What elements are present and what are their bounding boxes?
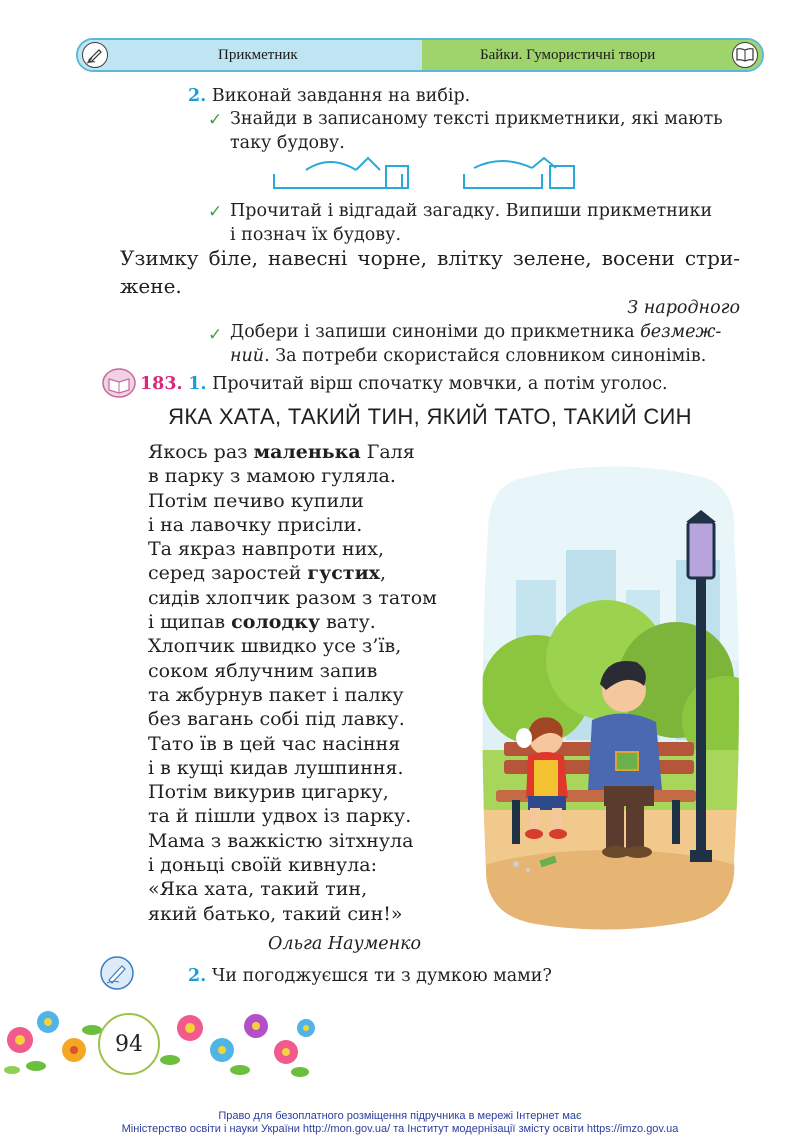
- poem-text: Галя: [360, 441, 415, 463]
- option3-text-b: . За потреби скористайся словником синонімів.: [264, 346, 707, 366]
- poem-line: «Яка хата, такий тин,: [148, 878, 368, 901]
- writing-task-icon: [100, 956, 134, 990]
- poem-line: Потім печиво купили: [148, 489, 364, 512]
- riddle-line1: Узимку біле, навесні чорне, влітку зелене, восени стри-: [120, 246, 740, 270]
- flower-border-decoration: [0, 1000, 320, 1092]
- reading-icon: [102, 368, 136, 398]
- poem-line: [148, 440, 437, 464]
- question-text: Чи погоджуєшся ти з думкою мами?: [211, 966, 552, 986]
- riddle-source: З народного: [627, 298, 740, 318]
- open-book-icon: [732, 42, 758, 68]
- exercise-sub: 1.: [188, 374, 207, 394]
- poem-body: [148, 440, 437, 926]
- poem-line: в парку з мамою гуляла.: [148, 465, 396, 488]
- pen-writing-icon: [82, 42, 108, 68]
- poem-bold-word: густих: [307, 562, 380, 585]
- poem-bold-word: маленька: [253, 441, 361, 463]
- poem-line: Потім викурив цигарку,: [148, 781, 389, 804]
- poem-line: [148, 610, 437, 634]
- poem-text: і щипав: [148, 611, 232, 634]
- word-structure-scheme-1: [274, 158, 408, 188]
- page-number: 94: [98, 1013, 160, 1075]
- poem-line: який батько, такий син!»: [148, 902, 403, 925]
- poem-line: без вагань собі під лавку.: [148, 708, 405, 731]
- checkmark-icon: ✓: [208, 110, 223, 130]
- poem-text: Якось раз: [148, 441, 254, 463]
- option2-line2: і познач їх будову.: [230, 225, 402, 245]
- poem-text: ,: [380, 562, 387, 585]
- poem-line: сидів хлопчик разом з татом: [148, 586, 437, 609]
- poem-bold-word: солодку: [231, 611, 321, 634]
- option3-word-a: безмеж-: [640, 322, 722, 342]
- poem-line: Та якраз навпроти них,: [148, 538, 385, 561]
- page-header: [76, 38, 764, 72]
- option2-line1: Прочитай і відгадай загадку. Випиши прикметники: [230, 201, 713, 221]
- task2-number: 2.: [188, 86, 207, 106]
- option3-text-a: Добери і запиши синоніми до прикметника: [230, 322, 641, 342]
- poem-line: і на лавочку присіли.: [148, 513, 363, 536]
- park-bench-illustration: [476, 460, 744, 932]
- poem-line: і в кущі кидав лушпиння.: [148, 756, 404, 779]
- poem-line: соком яблучним запив: [148, 659, 378, 682]
- poem-text: серед заростей: [148, 562, 308, 585]
- riddle-text: [120, 244, 740, 300]
- option3-line2: [230, 344, 706, 368]
- exercise-text: Прочитай вірш спочатку мовчки, а потім уголос.: [212, 374, 668, 394]
- exercise-line: [140, 372, 668, 396]
- checkmark-icon: ✓: [208, 325, 223, 345]
- footer-line2: Міністерство освіти і науки України http://mon.gov.ua/ та Інститут модернізації змісту освіти https://imzo.gov.ua: [121, 1123, 679, 1135]
- option3-line1: [230, 320, 721, 344]
- poem-line: [148, 561, 437, 585]
- header-right-title: Байки. Гумористичні твори: [480, 46, 656, 63]
- poem-line: та жбурнув пакет і палку: [148, 683, 404, 706]
- poem-line: Мама з важкістю зітхнула: [148, 829, 414, 852]
- option3-word-b: ний: [230, 346, 265, 366]
- poem-title: ЯКА ХАТА, ТАКИЙ ТИН, ЯКИЙ ТАТО, ТАКИЙ СИН: [168, 404, 692, 429]
- task2-text: Виконай завдання на вибір.: [211, 86, 471, 106]
- option1-line1: Знайди в записаному тексті прикметники, які мають: [230, 109, 723, 129]
- word-structure-scheme-2: [464, 158, 574, 188]
- word-structure-diagrams: [270, 152, 582, 194]
- task2-line: [188, 84, 470, 108]
- question-number: 2.: [188, 966, 207, 986]
- footer-line1: Право для безоплатного розміщення підручника в мережі Інтернет має: [218, 1110, 582, 1122]
- option1-line2: таку будову.: [230, 133, 345, 153]
- poem-line: Хлопчик швидко усе з’їв,: [148, 635, 402, 658]
- poem-line: та й пішли удвох із парку.: [148, 805, 412, 828]
- checkmark-icon: ✓: [208, 202, 223, 222]
- riddle-line2: жене.: [120, 274, 182, 298]
- poem-line: і доньці своїй кивнула:: [148, 854, 378, 877]
- poem-author: Ольга Науменко: [268, 934, 422, 954]
- header-left-title: Прикметник: [218, 46, 298, 63]
- header-left: [78, 40, 422, 70]
- question-line: [188, 964, 552, 988]
- poem-line: Тато їв в цей час насіння: [148, 732, 401, 755]
- exercise-number: 183.: [140, 374, 183, 394]
- header-right: [422, 40, 762, 70]
- poem-text: вату.: [320, 611, 376, 634]
